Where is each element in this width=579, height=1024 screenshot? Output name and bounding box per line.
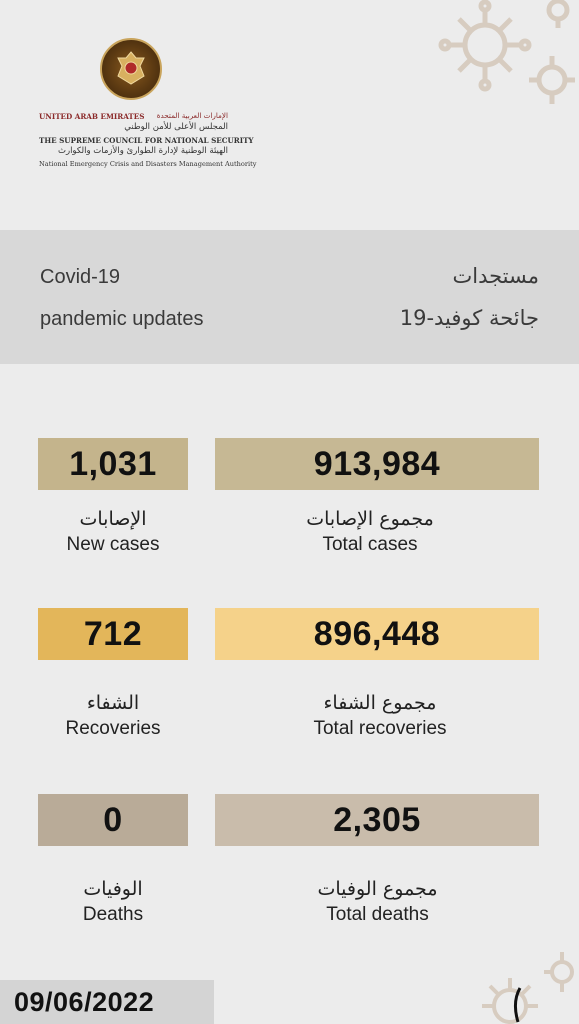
header-band: [0, 230, 579, 364]
report-date: 09/06/2022: [0, 980, 214, 1024]
new-cases-label-en: New cases: [66, 534, 160, 555]
title-ar-line2: جائحة كوفيد-19: [399, 306, 539, 330]
total-cases-label: [215, 506, 525, 558]
deaths-label-ar: الوفيات: [83, 878, 143, 900]
council-name-en: THE SUPREME COUNCIL FOR NATIONAL SECURITY: [39, 136, 254, 145]
virus-decoration-bottom: [480, 948, 579, 1024]
total-deaths-value: 2,305: [215, 794, 539, 846]
total-deaths-label-en: Total deaths: [326, 904, 429, 925]
total-deaths-label-ar: مجموع الوفيات: [317, 878, 438, 900]
new-cases-label: [38, 506, 188, 558]
recoveries-label-en: Recoveries: [65, 718, 161, 739]
new-cases-value: 1,031: [38, 438, 188, 490]
virus-decoration-top: [430, 0, 579, 120]
total-recoveries-label-ar: مجموع الشفاء: [323, 692, 437, 714]
authority-name-ar: الهيئة الوطنية لإدارة الطوارئ والأزمات والكوارث: [57, 146, 228, 156]
deaths-label: [38, 876, 188, 928]
title-en-line2: pandemic updates: [40, 308, 204, 330]
deaths-value: 0: [38, 794, 188, 846]
total-recoveries-label: [215, 690, 545, 742]
recoveries-label: [38, 690, 188, 742]
org-name-en: UNITED ARAB EMIRATES: [39, 112, 145, 121]
recoveries-label-ar: الشفاء: [86, 692, 140, 714]
total-cases-label-ar: مجموع الإصابات: [306, 508, 434, 530]
org-name-ar: الإمارات العربية المتحدة: [156, 111, 228, 120]
total-recoveries-value: 896,448: [215, 608, 539, 660]
total-recoveries-label-en: Total recoveries: [313, 718, 447, 739]
total-cases-label-en: Total cases: [322, 534, 418, 555]
total-cases-value: 913,984: [215, 438, 539, 490]
council-name-ar: المجلس الأعلى للأمن الوطني: [124, 122, 228, 132]
authority-name-en: National Emergency Crisis and Disasters Management Authority: [39, 160, 257, 168]
recoveries-value: 712: [38, 608, 188, 660]
uae-emblem-icon: [100, 38, 162, 100]
new-cases-label-ar: الإصابات: [79, 508, 147, 530]
deaths-label-en: Deaths: [82, 904, 144, 925]
title-en-line1: Covid-19: [40, 266, 121, 288]
total-deaths-label: [215, 876, 540, 928]
title-ar-line1: مستجدات: [452, 264, 539, 288]
